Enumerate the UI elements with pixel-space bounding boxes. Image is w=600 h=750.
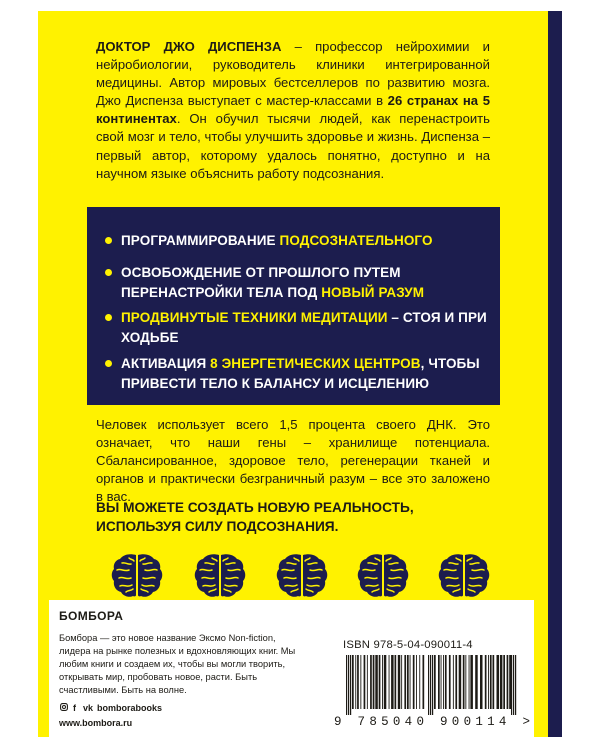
barcode-bar	[488, 655, 489, 709]
barcode-bar	[379, 655, 381, 709]
barcode-bar	[398, 655, 401, 709]
barcode-guard-bar	[513, 655, 514, 715]
barcode-bar	[497, 655, 500, 709]
barcode-bar	[434, 655, 436, 709]
feature-item	[107, 263, 487, 303]
barcode-bar	[441, 655, 442, 709]
publisher-footer	[49, 600, 534, 737]
barcode-bar	[500, 655, 503, 709]
social-links	[59, 703, 162, 713]
brain-icon	[275, 551, 329, 601]
instagram-icon[interactable]	[59, 703, 68, 713]
feature-box	[87, 207, 500, 405]
publisher-description: Бомбора — это новое название Эксмо Non-fiction, лидера на рынке полезных и вдохновляющих книг. Мы любим книги и создаем их, чтобы вы могли творить, открывать мир, пробовать новое, расти. Быть счастливыми. Быть на волне.	[59, 633, 296, 695]
slogan: ВЫ МОЖЕТЕ СОЗДАТЬ НОВУЮ РЕАЛЬНОСТЬ, ИСПОЛЬЗУЯ СИЛУ ПОДСОЗНАНИЯ.	[96, 500, 414, 534]
brain-icon	[437, 551, 491, 601]
barcode-bar	[404, 655, 406, 709]
barcode-bar	[389, 655, 390, 709]
barcode-bar	[370, 655, 372, 709]
brain-icon	[110, 551, 164, 601]
feature-text: , ЧТОБЫ ПРИВЕСТИ ТЕЛО К БАЛАНСУ И ИСЦЕЛЕНИЮ	[121, 356, 480, 391]
barcode-bar	[455, 655, 457, 709]
barcode-bar	[360, 655, 361, 709]
barcode-bar	[355, 655, 356, 709]
facebook-icon[interactable]: f	[73, 703, 76, 713]
barcode-bar	[438, 655, 440, 709]
barcode-bar	[413, 655, 415, 709]
bullet-dot	[105, 314, 112, 321]
barcode-bar	[459, 655, 462, 709]
barcode-bar	[507, 655, 509, 709]
barcode-bars	[346, 655, 516, 715]
bullet-dot	[105, 237, 112, 244]
feature-highlight: 8 ЭНЕРГЕТИЧЕСКИХ ЦЕНТРОВ	[210, 356, 421, 371]
feature-item	[107, 354, 487, 394]
feature-highlight: НОВЫЙ РАЗУМ	[321, 285, 425, 300]
brain-icon	[356, 551, 410, 601]
publisher-logo: БОМБОРА	[59, 609, 124, 623]
feature-text: АКТИВАЦИЯ	[121, 356, 211, 371]
feature-item	[107, 308, 487, 348]
bio-text-2: . Он обучил тысячи людей, как перенастроить свой мозг и тело, чтобы улучшить здоровье и жизнь. Диспенза – первый автор, которому удалось понятно, доступно и на научном языке объяснить работу подсознания.	[96, 111, 490, 181]
barcode-bar	[367, 655, 368, 709]
barcode-guard-bar	[350, 655, 351, 715]
barcode-guard-bar	[511, 655, 512, 715]
barcode-bar	[375, 655, 378, 709]
barcode-bar	[419, 655, 420, 709]
barcode-bar	[453, 655, 454, 709]
barcode-bar	[416, 655, 417, 709]
spine-stripe	[548, 11, 562, 737]
barcode-bar	[391, 655, 394, 709]
barcode-guard-bar	[432, 655, 433, 715]
bullet-dot	[105, 269, 112, 276]
barcode-bar	[407, 655, 409, 709]
barcode-bar	[445, 655, 447, 709]
website-link[interactable]: www.bombora.ru	[59, 718, 133, 728]
vk-icon[interactable]: vk	[82, 703, 93, 713]
author-name: ДОКТОР ДЖО ДИСПЕНЗА	[96, 39, 282, 54]
barcode-bar	[373, 655, 375, 709]
barcode-bar	[357, 655, 359, 709]
barcode-bar	[463, 655, 465, 709]
barcode-guard-bar	[346, 655, 347, 715]
description-paragraph: Человек использует всего 1,5 процента своего ДНК. Это означает, что наши гены – хранилище потенциала. Сбалансированное, здоровое тело, регенерации тканей и органов и практически безграничный разум – все это заложено в вас.	[96, 417, 490, 505]
barcode-guard-bar	[430, 655, 431, 715]
feature-item	[107, 231, 487, 251]
social-handle[interactable]: bomborabooks	[97, 703, 163, 713]
author-bio	[96, 38, 490, 183]
barcode-bar	[480, 655, 483, 709]
barcode-bar	[503, 655, 505, 709]
barcode-guard-bar	[515, 655, 516, 715]
bio-text-1: – профессор нейрохимии и нейробиологии, руководитель клиники интегрированной медицины. Автор мировых бестселлеров по развитию мозга. Джо Диспенза выступает с мастер-классами в	[96, 39, 490, 109]
barcode-bar	[493, 655, 495, 709]
barcode-bar	[485, 655, 487, 709]
isbn-number: ISBN 978-5-04-090011-4	[343, 639, 473, 651]
barcode-bar	[364, 655, 366, 709]
bullet-dot	[105, 360, 112, 367]
barcode-bar	[352, 655, 354, 709]
barcode-digits: 9 785040 900114 >	[334, 715, 530, 727]
barcode	[334, 655, 532, 727]
barcode-guard-bar	[348, 655, 349, 715]
feature-highlight: ПОДСОЗНАТЕЛЬНОГО	[279, 233, 433, 248]
brain-icon	[193, 551, 247, 601]
barcode-bar	[490, 655, 492, 709]
bio-countries: 26 странах на 5 континентах	[96, 93, 490, 127]
barcode-bar	[465, 655, 466, 709]
feature-text: – СТОЯ И ПРИ ХОДЬБЕ	[121, 310, 487, 345]
feature-highlight: ПРОДВИНУТЫЕ ТЕХНИКИ МЕДИТАЦИИ	[121, 310, 388, 325]
barcode-guard-bar	[428, 655, 429, 715]
barcode-bar	[401, 655, 402, 709]
barcode-bar	[423, 655, 425, 709]
feature-text: ОСВОБОЖДЕНИЕ ОТ ПРОШЛОГО ПУТЕМ ПЕРЕНАСТРОЙКИ ТЕЛА ПОД	[121, 265, 401, 300]
brain-icon-row	[110, 551, 490, 601]
barcode-bar	[470, 655, 473, 709]
barcode-bar	[469, 655, 470, 709]
barcode-bar	[395, 655, 397, 709]
barcode-bar	[475, 655, 478, 709]
barcode-bar	[384, 655, 387, 709]
barcode-bar	[443, 655, 444, 709]
barcode-bar	[449, 655, 451, 709]
barcode-bar	[382, 655, 383, 709]
feature-text: ПРОГРАММИРОВАНИЕ	[121, 233, 280, 248]
barcode-bar	[410, 655, 411, 709]
